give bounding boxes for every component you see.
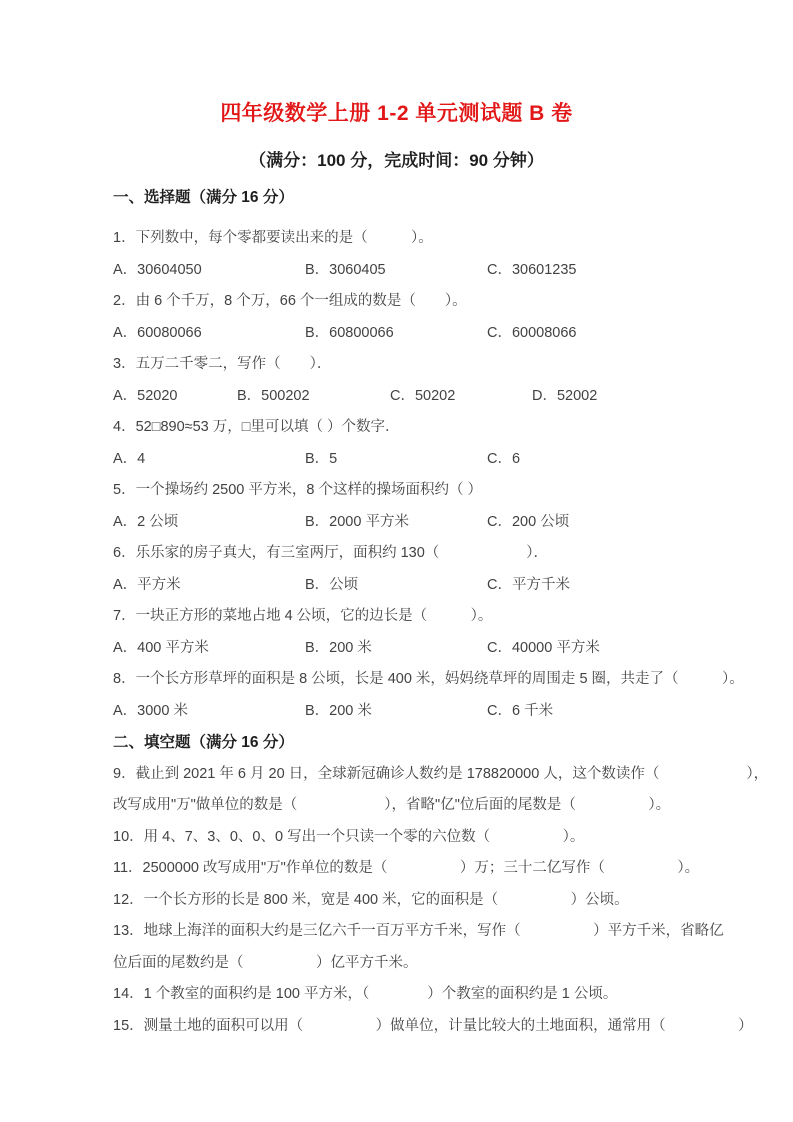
- q12-line: 12．一个长方形的长是 800 米，宽是 400 米，它的面积是（ ）公顷。: [113, 891, 629, 908]
- q13-line2: 位后面的尾数约是（ ）亿平方千米。: [113, 954, 418, 971]
- q10-line: 10．用 4、7、3、0、0、0 写出一个只读一个零的六位数（ ）。: [113, 828, 585, 845]
- q7-option-c: C．40000 平方米: [487, 639, 600, 656]
- q2-option-a: A．60080066: [113, 324, 202, 341]
- q2-option-b: B．60800066: [305, 324, 394, 341]
- q1-options: [113, 253, 775, 285]
- q6-options: [113, 568, 775, 600]
- q9-line1: 9．截止到 2021 年 6 月 20 日，全球新冠确诊人数约是 178820000 人，这个数读作（ ），: [113, 765, 769, 782]
- q2-stem: 2．由 6 个千万，8 个万，66 个一组成的数是（ ）。: [113, 293, 467, 310]
- q14-line: 14．1 个教室的面积约是 100 平方米，（ ）个教室的面积约是 1 公顷。: [113, 986, 618, 1003]
- q1-option-b: B．3060405: [305, 261, 386, 278]
- q8-option-a: A．3000 米: [113, 702, 188, 719]
- q6-option-a: A．平方米: [113, 576, 181, 593]
- q3-option-d: D．52002: [532, 387, 598, 404]
- q1-option-c: C．30601235: [487, 261, 577, 278]
- q7-stem: 7．一块正方形的菜地占地 4 公顷，它的边长是（ ）。: [113, 608, 493, 625]
- q5-option-a: A．2 公顷: [113, 513, 179, 530]
- paper-body: [113, 188, 775, 1040]
- q5-options: [113, 505, 775, 537]
- page-title: 四年级数学上册 1-2 单元测试题 B 卷: [220, 102, 573, 125]
- q5-stem: 5．一个操场约 2500 平方米，8 个这样的操场面积约（ ）: [113, 482, 482, 499]
- q2-options: [113, 316, 775, 348]
- section1-heading: 一、选择题（满分 16 分）: [113, 189, 294, 206]
- q3-stem: 3．五万二千零二，写作（ ）．: [113, 356, 332, 373]
- q1-stem: 1．下列数中，每个零都要读出来的是（ ）。: [113, 230, 433, 247]
- q5-option-c: C．200 公顷: [487, 513, 570, 530]
- q2-option-c: C．60008066: [487, 324, 577, 341]
- q15-line: 15．测量土地的面积可以用（ ）做单位，计量比较大的土地面积，通常用（ ）: [113, 1017, 753, 1034]
- exam-meta-line: （满分：100 分，完成时间：90 分钟）: [249, 151, 544, 170]
- q8-option-b: B．200 米: [305, 702, 372, 719]
- q4-options: [113, 442, 775, 474]
- q9-line2: 改写成用"万"做单位的数是（ ），省略"亿"位后面的尾数是（ ）。: [113, 797, 671, 814]
- q6-option-b: B．公顷: [305, 576, 359, 593]
- q7-option-b: B．200 米: [305, 639, 372, 656]
- q4-option-b: B．5: [305, 450, 338, 467]
- q3-option-a: A．52020: [113, 387, 178, 404]
- q5-option-b: B．2000 平方米: [305, 513, 409, 530]
- q4-option-a: A．4: [113, 450, 146, 467]
- q11-line: 11．2500000 改写成用"万"作单位的数是（ ）万；三十二亿写作（ ）。: [113, 860, 700, 877]
- q4-option-c: C．6: [487, 450, 521, 467]
- section2-heading: 二、填空题（满分 16 分）: [113, 733, 294, 751]
- q3-option-c: C．50202: [390, 387, 456, 404]
- q6-option-c: C．平方千米: [487, 576, 570, 593]
- q3-option-b: B．500202: [237, 387, 310, 404]
- q13-line1: 13．地球上海洋的面积大约是三亿六千一百万平方千米，写作（ ）平方千米，省略亿: [113, 923, 724, 940]
- q4-stem: 4．52□890≈53 万，□里可以填（ ）个数字．: [113, 419, 400, 436]
- q7-option-a: A．400 平方米: [113, 639, 209, 656]
- q3-options: [113, 379, 775, 411]
- q8-option-c: C．6 千米: [487, 702, 554, 719]
- q1-option-a: A．30604050: [113, 261, 202, 278]
- q7-options: [113, 631, 775, 663]
- q8-stem: 8．一个长方形草坪的面积是 8 公顷，长是 400 米，妈妈绕草坪的周围走 5 圈，共走了（ ）。: [113, 671, 744, 688]
- q6-stem: 6．乐乐家的房子真大，有三室两厅，面积约 130（ ）．: [113, 545, 549, 562]
- q8-options: [113, 694, 775, 726]
